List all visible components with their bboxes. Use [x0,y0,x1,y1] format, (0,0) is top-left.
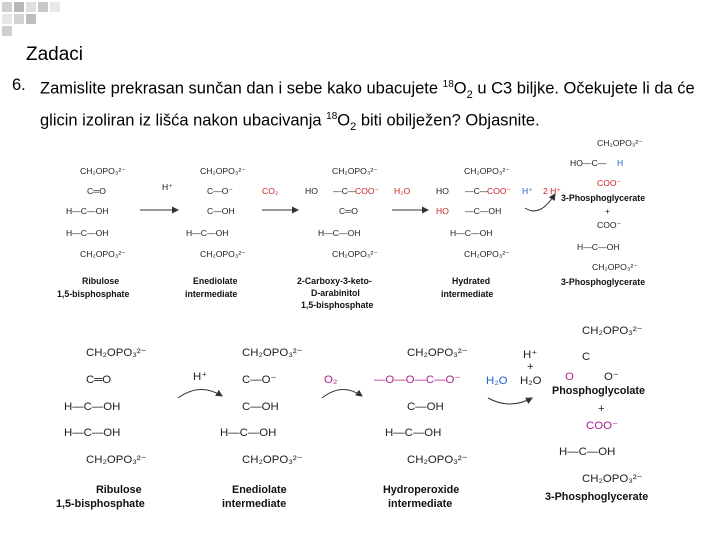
svg-text:Phosphoglycolate: Phosphoglycolate [552,385,645,397]
hydrated-structure [436,166,512,299]
svg-text:C—OH: C—OH [207,206,235,216]
bottom-products [545,325,648,503]
svg-text:C═O: C═O [87,186,106,196]
svg-text:H—C—OH: H—C—OH [66,206,109,216]
svg-text:H—C—OH: H—C—OH [64,401,121,413]
svg-text:CH₂OPO₃²⁻: CH₂OPO₃²⁻ [200,166,246,176]
svg-text:+: + [527,361,534,373]
svg-text:C: C [582,351,591,363]
hydroperoxide-structure [374,347,468,510]
svg-text:HO—C—: HO—C— [570,158,607,168]
ribulose-structure-top [57,166,129,299]
svg-text:—C—OH: —C—OH [465,206,502,216]
ribulose-structure-bottom [56,347,147,510]
svg-text:Hydroperoxide: Hydroperoxide [383,484,460,496]
svg-text:CH₂OPO₃²⁻: CH₂OPO₃²⁻ [592,262,638,272]
svg-text:CH₂OPO₃²⁻: CH₂OPO₃²⁻ [242,347,303,359]
svg-text:2-Carboxy-3-keto-: 2-Carboxy-3-keto- [297,276,372,286]
svg-text:H—C—OH: H—C—OH [559,446,616,458]
svg-text:—O—O—C—O⁻: —O—O—C—O⁻ [374,374,461,386]
svg-text:O: O [565,371,574,383]
svg-text:H—C—OH: H—C—OH [450,228,493,238]
svg-text:C—OH: C—OH [242,401,279,413]
top-scheme [57,138,645,310]
svg-text:1,5-bisphosphate: 1,5-bisphosphate [57,289,130,299]
svg-text:CH₂OPO₃²⁻: CH₂OPO₃²⁻ [80,249,126,259]
svg-text:H⁺: H⁺ [162,182,173,192]
svg-text:C—O⁻: C—O⁻ [242,374,277,386]
question-body: Zamislite prekrasan sunčan dan i sebe kako ubacujete $^{18}O_2$ u C3 biljke. Očekujete li da će glicin izoliran iz lišća nakon ubacivanja $^{18}O_2$ biti obilježen? Objasnite. [40,79,695,133]
svg-text:C—O⁻: C—O⁻ [207,186,234,196]
svg-text:CH₂OPO₃²⁻: CH₂OPO₃²⁻ [80,166,126,176]
svg-text:1,5-bisphosphate: 1,5-bisphosphate [301,300,374,310]
svg-text:H—C—OH: H—C—OH [220,427,277,439]
svg-text:—C—: —C— [333,186,357,196]
svg-text:D-arabinitol: D-arabinitol [311,288,360,298]
svg-text:intermediate: intermediate [441,289,494,299]
svg-text:CH₂OPO₃²⁻: CH₂OPO₃²⁻ [407,347,468,359]
svg-text:HO: HO [305,186,318,196]
svg-text:CH₂OPO₃²⁻: CH₂OPO₃²⁻ [464,249,510,259]
svg-text:H⁺: H⁺ [193,371,208,383]
carboxyketo-structure [297,166,380,310]
svg-text:Enediolate: Enediolate [232,484,287,496]
svg-text:intermediate: intermediate [388,498,453,510]
svg-text:H⁺: H⁺ [523,349,538,361]
svg-text:+: + [598,403,605,415]
svg-text:H—C—OH: H—C—OH [66,228,109,238]
svg-text:CH₂OPO₃²⁻: CH₂OPO₃²⁻ [582,325,643,337]
svg-text:CH₂OPO₃²⁻: CH₂OPO₃²⁻ [86,454,147,466]
svg-text:3-Phosphoglycerate: 3-Phosphoglycerate [545,491,649,503]
svg-text:COO⁻: COO⁻ [487,186,512,196]
svg-text:C—OH: C—OH [407,401,444,413]
bottom-scheme [56,325,648,510]
svg-text:H—C—OH: H—C—OH [577,242,620,252]
svg-text:Hydrated: Hydrated [452,276,491,286]
svg-text:CH₂OPO₃²⁻: CH₂OPO₃²⁻ [86,347,147,359]
svg-text:3-Phosphoglycerate: 3-Phosphoglycerate [561,193,646,203]
svg-text:Ribulose: Ribulose [82,276,120,286]
svg-text:O₂: O₂ [324,374,338,386]
svg-text:COO⁻: COO⁻ [586,420,618,432]
svg-text:H—C—OH: H—C—OH [385,427,442,439]
svg-text:COO⁻: COO⁻ [597,178,622,188]
svg-text:Enediolate: Enediolate [193,276,238,286]
svg-text:2 H⁺: 2 H⁺ [543,186,561,196]
svg-text:—C—: —C— [465,186,489,196]
svg-text:3-Phosphoglycerate: 3-Phosphoglycerate [561,277,646,287]
svg-text:C═O: C═O [86,374,112,386]
top-products [561,138,645,287]
svg-text:1,5-bisphosphate: 1,5-bisphosphate [56,498,145,510]
svg-text:HO: HO [436,206,449,216]
svg-text:CH₂OPO₃²⁻: CH₂OPO₃²⁻ [407,454,468,466]
svg-text:H₂O: H₂O [486,375,508,387]
svg-text:COO⁻: COO⁻ [597,220,622,230]
svg-text:CH₂OPO₃²⁻: CH₂OPO₃²⁻ [242,454,303,466]
svg-text:H₂O: H₂O [520,375,542,387]
svg-text:O⁻: O⁻ [604,371,619,383]
svg-text:H—C—OH: H—C—OH [318,228,361,238]
svg-text:CH₂OPO₃²⁻: CH₂OPO₃²⁻ [464,166,510,176]
svg-text:Ribulose: Ribulose [96,484,142,496]
svg-text:CH₂OPO₃²⁻: CH₂OPO₃²⁻ [597,138,643,148]
enediolate-structure-top [185,166,246,299]
enediolate-structure-bottom [220,347,303,510]
svg-text:H—C—OH: H—C—OH [64,427,121,439]
svg-text:H₂O: H₂O [394,186,411,196]
svg-text:H: H [617,158,624,168]
svg-text:CH₂OPO₃²⁻: CH₂OPO₃²⁻ [582,473,643,485]
svg-text:COO⁻: COO⁻ [355,186,380,196]
svg-text:CO₂: CO₂ [262,186,279,196]
svg-text:CH₂OPO₃²⁻: CH₂OPO₃²⁻ [200,249,246,259]
svg-text:H—C—OH: H—C—OH [186,228,229,238]
svg-text:CH₂OPO₃²⁻: CH₂OPO₃²⁻ [332,249,378,259]
svg-text:+: + [605,206,611,216]
question-number: 6. [12,76,26,94]
svg-text:C═O: C═O [339,206,358,216]
svg-text:intermediate: intermediate [185,289,238,299]
svg-text:intermediate: intermediate [222,498,287,510]
svg-text:HO: HO [436,186,449,196]
svg-text:CH₂OPO₃²⁻: CH₂OPO₃²⁻ [332,166,378,176]
svg-text:H⁺: H⁺ [522,186,533,196]
slide-title: Zadaci [26,44,84,65]
